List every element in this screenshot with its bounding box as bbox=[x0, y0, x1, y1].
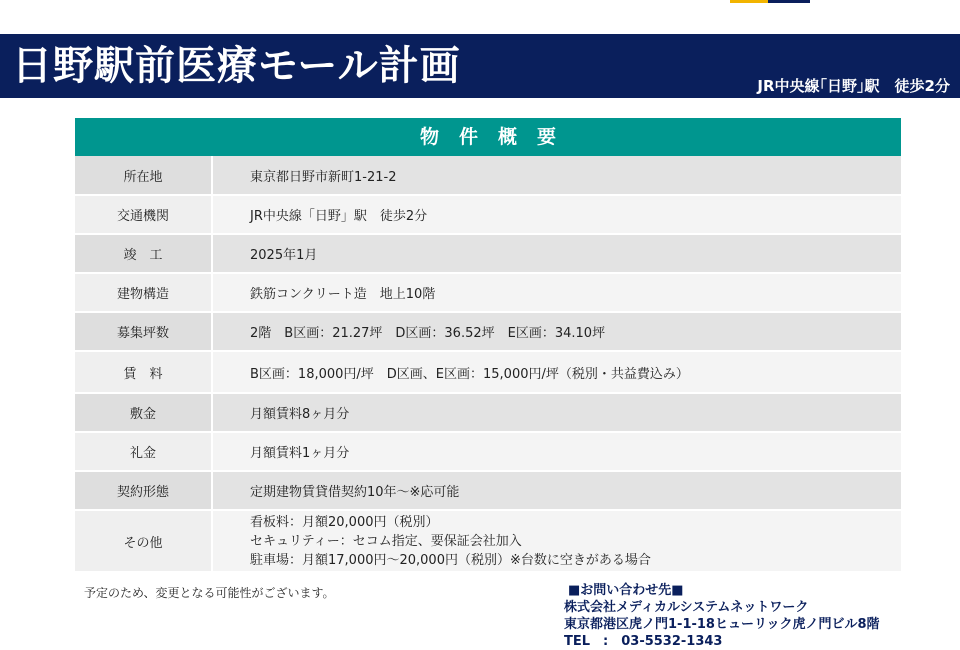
row-label: 募集坪数 bbox=[75, 312, 212, 351]
row-value: JR中央線「日野」駅 徒歩2分 bbox=[212, 195, 901, 234]
row-label: 交通機関 bbox=[75, 195, 212, 234]
row-value: 月額賃料8ヶ月分 bbox=[212, 393, 901, 432]
row-label: 竣 工 bbox=[75, 234, 212, 273]
row-label: 礼金 bbox=[75, 432, 212, 471]
row-value: 2階 B区画：21.27坪 D区画：36.52坪 E区画：34.10坪 bbox=[212, 312, 901, 351]
row-value-multiline bbox=[212, 510, 901, 572]
row-value-line: 駐車場：月額17,000円～20,000円（税別）※台数に空きがある場合 bbox=[250, 552, 651, 568]
property-overview-table bbox=[75, 118, 901, 573]
access-info: JR中央線｢日野｣駅 徒歩2分 bbox=[757, 77, 950, 95]
row-value: 月額賃料1ヶ月分 bbox=[212, 432, 901, 471]
table-row bbox=[75, 471, 901, 510]
header-banner bbox=[0, 34, 960, 98]
row-value-line: セキュリティー：セコム指定、要保証会社加入 bbox=[250, 533, 522, 549]
disclaimer-note: 予定のため、変更となる可能性がございます。 bbox=[84, 586, 335, 600]
contact-company: 株式会社メディカルシステムネットワーク bbox=[564, 600, 809, 615]
row-value: 鉄筋コンクリート造 地上10階 bbox=[212, 273, 901, 312]
row-label: 所在地 bbox=[75, 156, 212, 195]
table-row bbox=[75, 312, 901, 351]
table-heading: 物件概要 bbox=[75, 118, 901, 156]
row-label: 契約形態 bbox=[75, 471, 212, 510]
row-value: B区画：18,000円/坪 D区画、E区画：15,000円/坪（税別・共益費込み） bbox=[212, 351, 901, 393]
logo-tab-yellow bbox=[730, 0, 768, 3]
table-row bbox=[75, 156, 901, 195]
contact-heading: ■お問い合わせ先■ bbox=[568, 583, 684, 598]
table-row bbox=[75, 510, 901, 572]
table-row bbox=[75, 393, 901, 432]
row-value: 2025年1月 bbox=[212, 234, 901, 273]
row-label: 賃 料 bbox=[75, 351, 212, 393]
logo-tabs bbox=[730, 0, 810, 3]
table-row bbox=[75, 234, 901, 273]
row-label: 建物構造 bbox=[75, 273, 212, 312]
row-value: 東京都日野市新町1-21-2 bbox=[212, 156, 901, 195]
contact-address: 東京都港区虎ノ門1-1-18ヒューリック虎ノ門ビル8階 bbox=[564, 617, 880, 632]
row-label: その他 bbox=[75, 510, 212, 572]
row-value-line: 看板料：月額20,000円（税別） bbox=[250, 514, 439, 530]
table-row bbox=[75, 273, 901, 312]
table-row bbox=[75, 432, 901, 471]
contact-tel: TEL : 03-5532-1343 bbox=[564, 634, 723, 649]
row-value: 定期建物賃貸借契約10年～※応可能 bbox=[212, 471, 901, 510]
page-title: 日野駅前医療モール計画 bbox=[12, 43, 461, 89]
row-label: 敷金 bbox=[75, 393, 212, 432]
logo-tab-navy bbox=[768, 0, 810, 3]
table-row bbox=[75, 195, 901, 234]
table-row bbox=[75, 351, 901, 393]
